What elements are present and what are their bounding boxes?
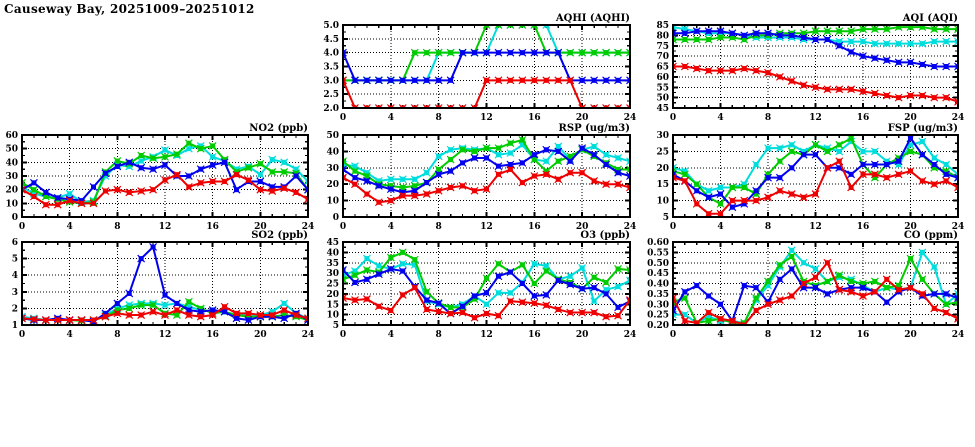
aqi-ytick-label: 80 bbox=[656, 31, 669, 42]
aqhi-ytick-label: 4.0 bbox=[323, 48, 339, 59]
co-chart-title: CO (ppm) bbox=[903, 230, 958, 241]
chart-so2 bbox=[0, 226, 316, 345]
rsp-xtick-label: 4 bbox=[387, 222, 394, 232]
aqi-chart-title: AQI (AQI) bbox=[902, 13, 958, 24]
so2-ytick-label: 1 bbox=[11, 321, 18, 331]
o3-series-green bbox=[340, 249, 634, 311]
aqi-xtick-label: 4 bbox=[717, 113, 724, 123]
o3-ytick-label: 40 bbox=[326, 248, 339, 259]
aqi-ytick-label: 65 bbox=[656, 62, 669, 73]
no2-xtick-label: 20 bbox=[254, 222, 267, 232]
fsp-ytick-label: 15 bbox=[656, 180, 669, 191]
no2-ytick-label: 20 bbox=[5, 185, 18, 196]
aqi-xtick-label: 8 bbox=[764, 113, 772, 123]
no2-chart-title: NO2 (ppb) bbox=[249, 123, 308, 134]
so2-xtick-label: 16 bbox=[206, 330, 219, 340]
chart-aqi bbox=[643, 9, 965, 125]
so2-xtick-label: 0 bbox=[18, 330, 26, 340]
o3-ytick-label: 45 bbox=[326, 238, 339, 248]
rsp-xtick-label: 8 bbox=[435, 222, 442, 232]
o3-ytick-label: 5 bbox=[332, 321, 339, 331]
no2-xtick-label: 12 bbox=[158, 222, 172, 232]
o3-ytick-label: 20 bbox=[326, 289, 339, 300]
chart-no2 bbox=[0, 119, 316, 235]
fsp-xtick-label: 20 bbox=[904, 222, 917, 232]
fsp-xtick-label: 0 bbox=[669, 222, 677, 232]
fsp-xtick-label: 24 bbox=[951, 222, 965, 232]
so2-xtick-label: 24 bbox=[301, 330, 315, 340]
no2-plot-svg bbox=[0, 119, 316, 235]
rsp-chart-title: RSP (ug/m3) bbox=[558, 123, 630, 134]
fsp-ytick-label: 25 bbox=[656, 147, 669, 158]
o3-ytick-label: 25 bbox=[326, 279, 339, 290]
aqi-ytick-label: 60 bbox=[656, 72, 669, 83]
aqi-xtick-label: 20 bbox=[904, 113, 917, 123]
page-title: Causeway Bay, 20251009–20251012 bbox=[4, 2, 255, 16]
co-xtick-label: 0 bbox=[669, 330, 677, 340]
o3-chart-title: O3 (ppb) bbox=[580, 230, 630, 241]
no2-ytick-label: 60 bbox=[5, 131, 18, 141]
no2-ytick-label: 30 bbox=[5, 172, 18, 182]
aqhi-gridlines bbox=[343, 25, 630, 108]
fsp-ytick-label: 10 bbox=[656, 196, 669, 207]
co-plot-svg bbox=[643, 226, 965, 345]
aqhi-ytick-label: 3.5 bbox=[323, 62, 339, 73]
co-ytick-label: 0.25 bbox=[647, 310, 669, 321]
rsp-plot-svg bbox=[313, 119, 636, 235]
o3-ytick-label: 35 bbox=[326, 258, 339, 269]
fsp-chart-title: FSP (ug/m3) bbox=[887, 123, 958, 134]
fsp-xtick-label: 4 bbox=[717, 222, 724, 232]
aqhi-xtick-label: 24 bbox=[623, 113, 636, 123]
chart-aqhi bbox=[313, 9, 636, 125]
chart-co bbox=[643, 226, 965, 345]
co-xtick-label: 20 bbox=[904, 330, 917, 340]
o3-xtick-label: 16 bbox=[528, 330, 541, 340]
aqhi-ytick-label: 2.0 bbox=[323, 104, 339, 114]
co-ytick-label: 0.35 bbox=[647, 289, 669, 300]
so2-ytick-label: 3 bbox=[11, 287, 18, 298]
aqi-xtick-label: 12 bbox=[809, 113, 822, 123]
aqhi-xtick-label: 8 bbox=[435, 113, 442, 123]
no2-ytick-label: 50 bbox=[5, 144, 18, 155]
aqhi-ytick-label: 4.5 bbox=[323, 34, 339, 45]
rsp-xtick-label: 20 bbox=[575, 222, 589, 232]
so2-xtick-label: 20 bbox=[254, 330, 267, 340]
rsp-ytick-label: 50 bbox=[326, 131, 339, 141]
rsp-xtick-label: 0 bbox=[339, 222, 347, 232]
aqhi-xtick-label: 20 bbox=[575, 113, 589, 123]
aqi-ytick-label: 70 bbox=[656, 52, 669, 63]
co-ytick-label: 0.30 bbox=[647, 300, 669, 311]
co-xtick-label: 24 bbox=[951, 330, 965, 340]
fsp-ytick-label: 20 bbox=[656, 163, 669, 174]
o3-xtick-label: 8 bbox=[435, 330, 442, 340]
co-ytick-label: 0.20 bbox=[647, 321, 669, 331]
aqhi-xtick-label: 4 bbox=[387, 113, 394, 123]
o3-ytick-label: 30 bbox=[326, 269, 339, 280]
no2-ytick-label: 10 bbox=[5, 199, 18, 210]
aqhi-ytick-label: 3.0 bbox=[323, 76, 339, 87]
so2-xtick-label: 12 bbox=[158, 330, 172, 340]
no2-xtick-label: 0 bbox=[18, 222, 26, 232]
rsp-ytick-label: 40 bbox=[326, 147, 339, 158]
aqi-ytick-label: 45 bbox=[656, 104, 669, 114]
no2-series-cyan bbox=[19, 142, 312, 205]
rsp-xtick-label: 24 bbox=[623, 222, 636, 232]
aqi-series-red bbox=[670, 63, 962, 105]
aqhi-ytick-label: 2.5 bbox=[323, 90, 339, 101]
aqi-plot-svg bbox=[643, 9, 965, 125]
aqi-xtick-label: 0 bbox=[669, 113, 677, 123]
so2-ytick-label: 4 bbox=[11, 271, 18, 282]
co-xtick-label: 16 bbox=[856, 330, 870, 340]
chart-fsp bbox=[643, 119, 965, 235]
co-ytick-label: 0.45 bbox=[647, 269, 669, 280]
o3-xtick-label: 0 bbox=[339, 330, 347, 340]
so2-plot-svg bbox=[0, 226, 316, 345]
fsp-ytick-label: 30 bbox=[656, 131, 669, 141]
so2-ytick-label: 5 bbox=[11, 254, 18, 265]
so2-chart-title: SO2 (ppb) bbox=[251, 230, 308, 241]
no2-ytick-label: 0 bbox=[11, 213, 18, 223]
o3-ytick-label: 10 bbox=[326, 310, 339, 321]
co-ytick-label: 0.50 bbox=[647, 258, 669, 269]
so2-xtick-label: 8 bbox=[114, 330, 121, 340]
co-xtick-label: 8 bbox=[764, 330, 772, 340]
rsp-xtick-label: 16 bbox=[528, 222, 541, 232]
so2-ytick-label: 6 bbox=[11, 238, 18, 248]
no2-xtick-label: 8 bbox=[114, 222, 121, 232]
o3-xtick-label: 4 bbox=[387, 330, 394, 340]
aqi-ytick-label: 85 bbox=[656, 21, 669, 31]
fsp-ytick-label: 5 bbox=[662, 213, 669, 223]
co-ytick-label: 0.55 bbox=[647, 248, 669, 259]
o3-xtick-label: 12 bbox=[480, 330, 493, 340]
rsp-ytick-label: 0 bbox=[332, 213, 339, 223]
no2-xtick-label: 24 bbox=[301, 222, 315, 232]
fsp-xtick-label: 16 bbox=[856, 222, 870, 232]
co-xtick-label: 12 bbox=[809, 330, 822, 340]
aqhi-chart-title: AQHI (AQHI) bbox=[555, 13, 630, 24]
rsp-ytick-label: 30 bbox=[326, 163, 339, 174]
fsp-xtick-label: 12 bbox=[809, 222, 822, 232]
aqi-xtick-label: 16 bbox=[856, 113, 870, 123]
aqhi-xtick-label: 16 bbox=[528, 113, 541, 123]
fsp-xtick-label: 8 bbox=[764, 222, 772, 232]
o3-plot-svg bbox=[313, 226, 636, 345]
rsp-ytick-label: 20 bbox=[326, 180, 339, 191]
co-ytick-label: 0.40 bbox=[647, 279, 669, 290]
aqhi-xtick-label: 0 bbox=[339, 113, 347, 123]
o3-xtick-label: 24 bbox=[623, 330, 636, 340]
aqhi-xtick-label: 12 bbox=[480, 113, 493, 123]
co-xtick-label: 4 bbox=[717, 330, 724, 340]
chart-rsp bbox=[313, 119, 636, 235]
aqhi-plot-svg bbox=[313, 9, 636, 125]
aqi-ytick-label: 55 bbox=[656, 83, 669, 94]
no2-xtick-label: 4 bbox=[66, 222, 73, 232]
o3-xtick-label: 20 bbox=[575, 330, 589, 340]
aqi-ytick-label: 50 bbox=[656, 93, 669, 104]
so2-ytick-label: 2 bbox=[11, 304, 18, 315]
no2-ytick-label: 40 bbox=[5, 158, 18, 169]
rsp-ytick-label: 10 bbox=[326, 196, 339, 207]
so2-xtick-label: 4 bbox=[66, 330, 73, 340]
fsp-series-red bbox=[670, 158, 962, 217]
chart-o3 bbox=[313, 226, 636, 345]
aqhi-ytick-label: 5.0 bbox=[323, 21, 339, 31]
aqi-ytick-label: 75 bbox=[656, 41, 669, 52]
co-ytick-label: 0.60 bbox=[647, 238, 669, 248]
fsp-plot-svg bbox=[643, 119, 965, 235]
rsp-xtick-label: 12 bbox=[480, 222, 493, 232]
no2-xtick-label: 16 bbox=[206, 222, 219, 232]
o3-ytick-label: 15 bbox=[326, 300, 339, 311]
no2-gridlines bbox=[22, 135, 308, 217]
aqi-xtick-label: 24 bbox=[951, 113, 965, 123]
